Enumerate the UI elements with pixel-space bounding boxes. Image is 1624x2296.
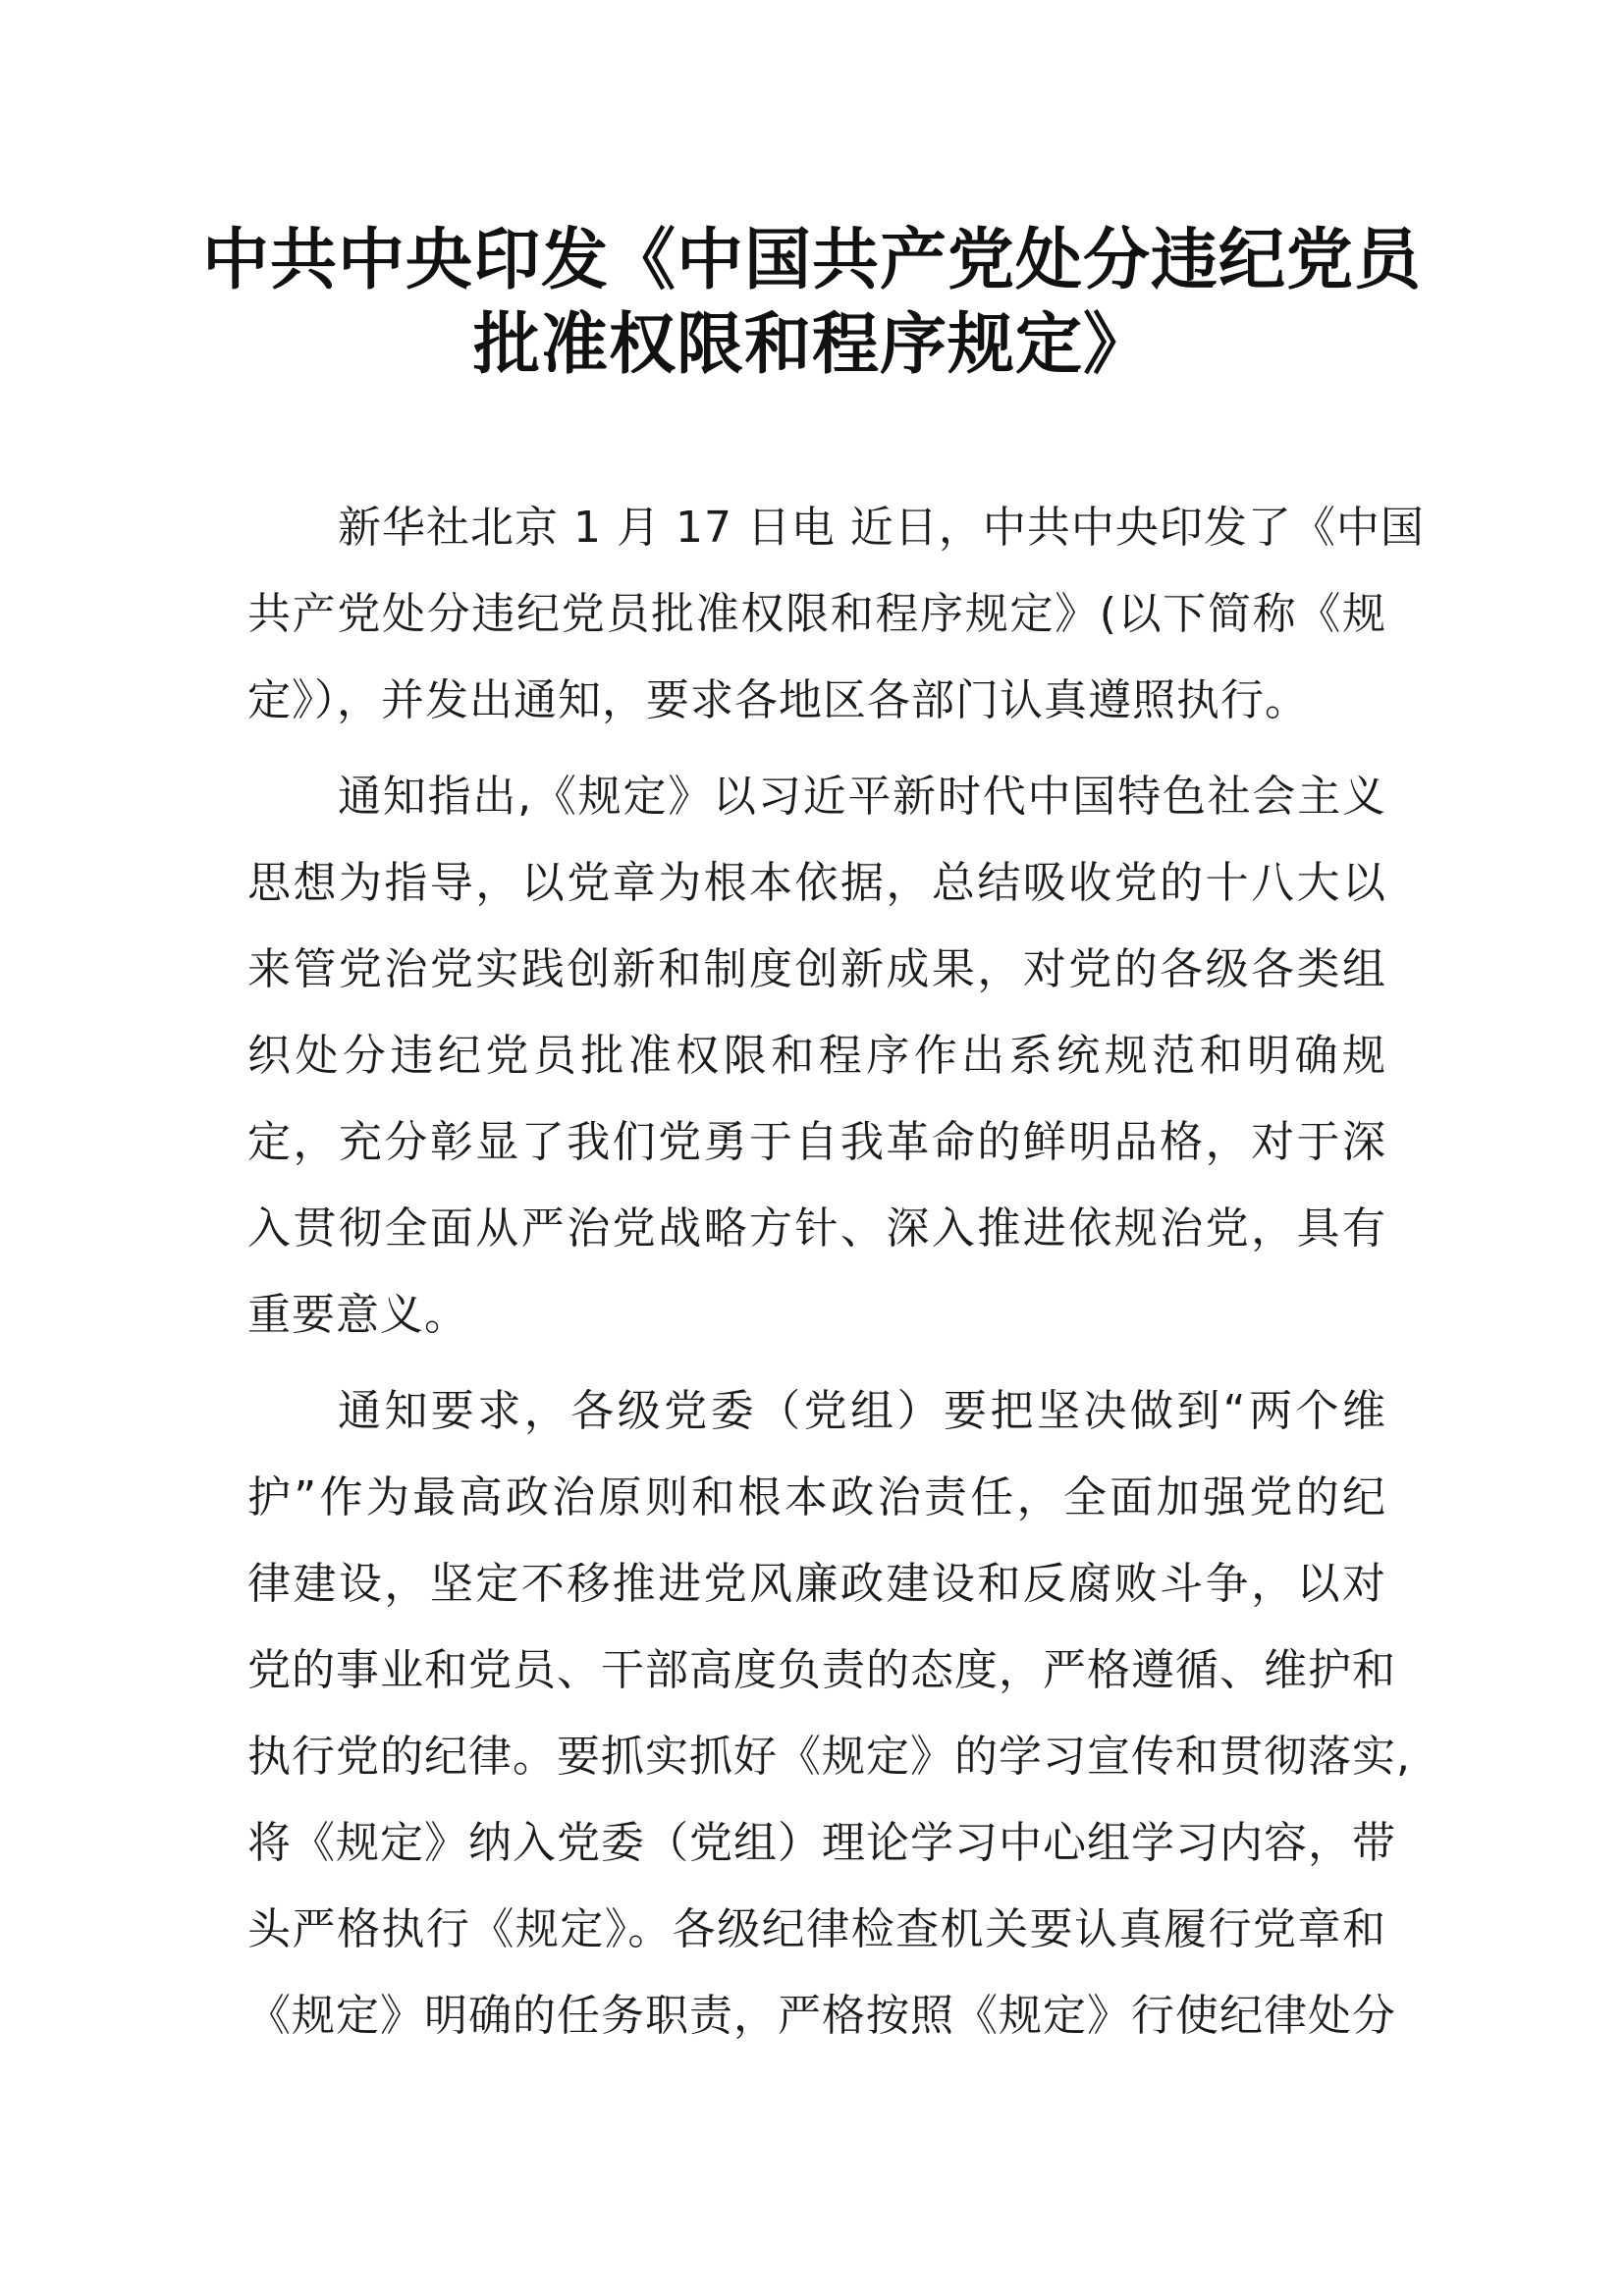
paragraph-line: 入贯彻全面从严治党战略方针、深入推进依规治党，具有 [247, 1203, 1386, 1254]
paragraph-line: 通知指出,《规定》以习近平新时代中国特色社会主义 [338, 772, 1386, 822]
paragraph-line: 共产党处分违纪党员批准权限和程序规定》(以下简称《规 [247, 589, 1386, 639]
paragraph-line: 织处分违纪党员批准权限和程序作出系统规范和明确规 [247, 1031, 1386, 1081]
paragraph-line: 执行党的纪律。要抓实抓好《规定》的学习宣传和贯彻落实, [247, 1732, 1411, 1782]
paragraph-line: 律建设，坚定不移推进党风廉政建设和反腐败斗争，以对 [247, 1559, 1386, 1609]
paragraph-line: 将《规定》纳入党委（党组）理论学习中心组学习内容，带 [247, 1818, 1396, 1868]
document-title-line-1: 中共中央印发《中国共产党处分违纪党员 [201, 222, 1422, 299]
paragraph-line: 党的事业和党员、干部高度负责的态度，严格遵循、维护和 [247, 1645, 1396, 1695]
paragraph-line: 思想为指导，以党章为根本依据，总结吸收党的十八大以 [247, 858, 1386, 908]
paragraph-line: 新华社北京 1 月 17 日电 近日，中共中央印发了《中国 [338, 503, 1425, 553]
paragraph-line: 头严格执行《规定》。各级纪律检查机关要认真履行党章和 [247, 1904, 1386, 1954]
paragraph-line: 通知要求，各级党委（党组）要把坚决做到“两个维 [338, 1386, 1386, 1436]
paragraph-line: 定，充分彰显了我们党勇于自我革命的鲜明品格，对于深 [247, 1117, 1386, 1167]
paragraph-line: 重要意义。 [247, 1290, 468, 1340]
document-title-line-2: 批准权限和程序规定》 [472, 306, 1151, 384]
paragraph-line: 来管党治党实践创新和制度创新成果，对党的各级各类组 [247, 944, 1386, 994]
paragraph-line: 《规定》明确的任务职责，严格按照《规定》行使纪律处分 [247, 1991, 1396, 2041]
paragraph-line: 护”作为最高政治原则和根本政治责任，全面加强党的纪 [247, 1472, 1386, 1522]
paragraph-line: 定》），并发出通知，要求各地区各部门认真遵照执行。 [247, 675, 1309, 725]
